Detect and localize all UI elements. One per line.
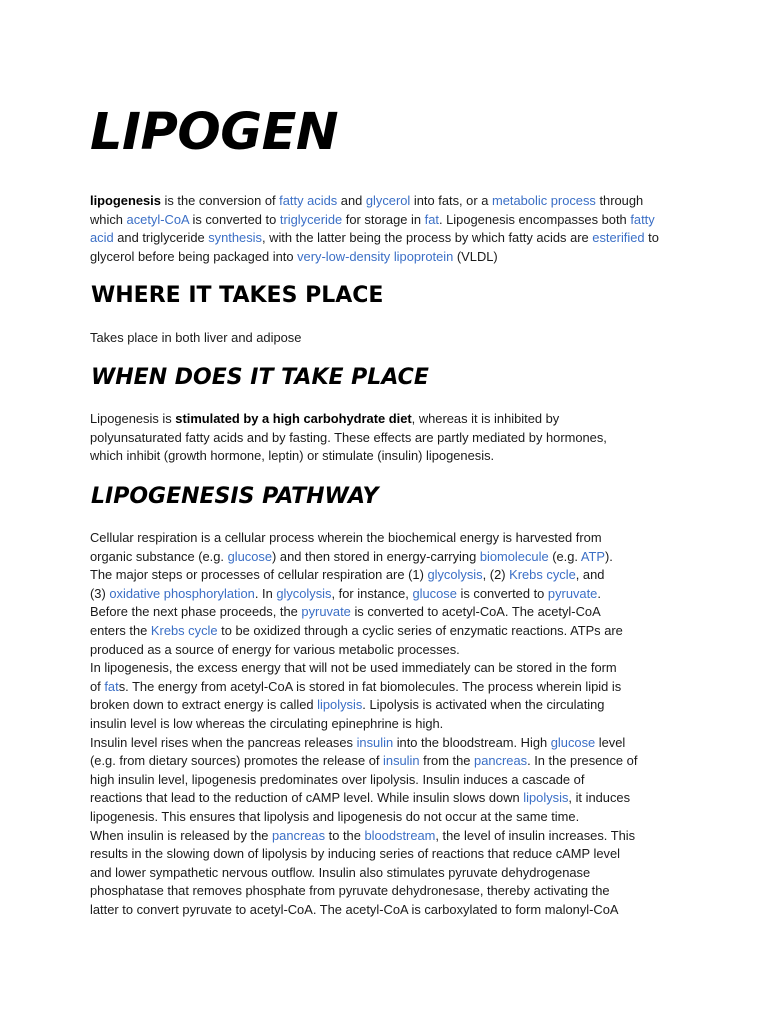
text-line	[90, 808, 680, 827]
text-run: . Lipolysis is activated when the circulating	[362, 697, 605, 713]
inline-link[interactable]: insulin	[356, 734, 394, 750]
text-line	[90, 901, 680, 920]
inline-link[interactable]: pyruvate	[547, 585, 598, 601]
page-title: LIPOGEN	[90, 103, 339, 162]
inline-link[interactable]: pyruvate	[301, 604, 351, 620]
inline-link[interactable]: glucose	[550, 734, 596, 750]
inline-link[interactable]: esterified	[592, 230, 645, 246]
text-line	[90, 622, 680, 641]
inline-link[interactable]: Krebs cycle	[150, 622, 218, 638]
text-run: s. The energy from acetyl-CoA is stored in fat biomolecules. The process wherein lipid is	[118, 678, 622, 694]
inline-link[interactable]: oxidative phosphorylation	[109, 585, 255, 601]
text-run: lipogenesis. This ensures that lipolysis and lipogenesis do not occur at the same time.	[90, 808, 580, 824]
text-line	[90, 864, 680, 883]
text-run: .	[597, 585, 601, 601]
text-line	[90, 845, 680, 864]
text-run: to the	[325, 827, 365, 843]
where-paragraph	[90, 329, 680, 348]
text-run: latter to convert pyruvate to acetyl-CoA. The acetyl-CoA is carboxylated to form malonyl-CoA	[90, 901, 619, 917]
inline-link[interactable]: acetyl-CoA	[126, 211, 189, 227]
text-run: is the conversion of	[160, 193, 280, 208]
text-run: , with the latter being the process by which fatty acids are	[261, 230, 593, 246]
inline-link[interactable]: pancreas	[272, 827, 326, 843]
text-run: . Lipogenesis encompasses both	[438, 211, 631, 227]
text-line	[90, 410, 680, 429]
text-run: organic substance (e.g.	[90, 548, 228, 564]
inline-link[interactable]: lipolysis	[317, 697, 363, 713]
text-run: is converted to	[188, 211, 280, 227]
text-run: into the bloodstream. High	[393, 734, 551, 750]
text-line	[90, 715, 680, 734]
text-run: (3)	[90, 585, 110, 601]
text-run: polyunsaturated fatty acids and by fasting. These effects are partly mediated by hormones,	[90, 429, 607, 445]
text-run: produced as a source of energy for various metabolic processes.	[90, 641, 460, 657]
text-run: which	[90, 211, 127, 227]
text-run: broken down to extract energy is called	[90, 697, 318, 713]
text-run: (e.g. from dietary sources) promotes the release of	[90, 753, 384, 769]
text-line	[90, 566, 680, 585]
pathway-paragraph	[90, 529, 680, 919]
text-line	[90, 659, 680, 678]
text-run: , it induces	[568, 790, 631, 806]
inline-link[interactable]: glycerol	[365, 193, 411, 208]
heading-where: WHERE IT TAKES PLACE	[91, 283, 384, 308]
inline-link[interactable]: triglyceride	[279, 211, 343, 227]
text-run: . In	[254, 585, 277, 601]
inline-link[interactable]: fatty	[630, 211, 655, 227]
text-run: In lipogenesis, the excess energy that will not be used immediately can be stored in the form	[90, 660, 617, 676]
text-run: , and	[575, 567, 605, 583]
text-run: When insulin is released by the	[90, 827, 272, 843]
bold-text: lipogenesis	[90, 193, 161, 208]
inline-link[interactable]: biomolecule	[479, 548, 549, 564]
text-line	[90, 229, 680, 248]
text-line	[90, 696, 680, 715]
text-line	[90, 827, 680, 846]
text-run: phosphatase that removes phosphate from pyruvate dehydronesase, thereby activating the	[90, 883, 610, 899]
heading-when: WHEN DOES IT TAKE PLACE	[91, 365, 429, 390]
text-run: through	[595, 193, 644, 208]
text-run: (e.g.	[548, 548, 581, 564]
text-run: of	[90, 678, 105, 694]
inline-link[interactable]: fatty acids	[279, 193, 338, 208]
text-run: glycerol before being packaged into	[90, 248, 298, 264]
inline-link[interactable]: pancreas	[474, 753, 528, 769]
text-line	[90, 641, 680, 660]
text-line	[90, 429, 680, 448]
text-run: , the level of insulin increases. This	[435, 827, 636, 843]
text-line	[90, 771, 680, 790]
text-run: to be oxidized through a cyclic series of enzymatic reactions. ATPs are	[217, 622, 623, 638]
text-run: from the	[419, 753, 475, 769]
text-run: results in the slowing down of lipolysis by inducing series of reactions that reduce cAMP level	[90, 846, 620, 862]
text-run: into fats, or a	[410, 193, 492, 208]
text-line	[90, 211, 680, 230]
text-run: high insulin level, lipogenesis predominates over lipolysis. Insulin induces a cascade of	[90, 771, 585, 787]
inline-link[interactable]: ATP	[580, 548, 605, 564]
inline-link[interactable]: acid	[90, 230, 114, 246]
inline-link[interactable]: bloodstream	[364, 827, 436, 843]
text-line	[90, 789, 680, 808]
text-run: Before the next phase proceeds, the	[90, 604, 302, 620]
text-run: enters the	[90, 622, 151, 638]
text-run: reactions that lead to the reduction of cAMP level. While insulin slows down	[90, 790, 524, 806]
inline-link[interactable]: fat	[424, 211, 439, 227]
text-run: , (2)	[482, 567, 510, 583]
text-line	[90, 585, 680, 604]
text-run: Takes place in both liver and adipose	[90, 330, 302, 345]
inline-link[interactable]: metabolic process	[491, 193, 596, 208]
text-line	[90, 882, 680, 901]
text-run: is converted to	[456, 585, 548, 601]
text-run: ).	[605, 548, 613, 564]
heading-pathway: LIPOGENESIS PATHWAY	[91, 484, 379, 509]
inline-link[interactable]: very-low-density lipoprotein	[297, 248, 454, 264]
text-line	[90, 752, 680, 771]
inline-link[interactable]: synthesis	[208, 230, 262, 246]
text-line	[90, 248, 680, 267]
when-paragraph	[90, 410, 680, 466]
text-run: and lower sympathetic nervous outflow. Insulin also stimulates pyruvate dehydrogenase	[90, 864, 591, 880]
text-run: , for instance,	[331, 585, 413, 601]
text-run: Lipogenesis is	[90, 411, 176, 426]
intro-paragraph	[90, 192, 680, 266]
text-run: Insulin level rises when the pancreas releases	[90, 734, 357, 750]
text-line	[90, 548, 680, 567]
text-line	[90, 603, 680, 622]
inline-link[interactable]: glycolysis	[427, 567, 483, 583]
text-line	[90, 329, 680, 348]
text-line	[90, 192, 680, 211]
text-line	[90, 678, 680, 697]
text-run: . In the presence of	[527, 753, 638, 769]
text-run: , whereas it is inhibited by	[411, 411, 560, 426]
text-line	[90, 529, 680, 548]
inline-link[interactable]: fat	[104, 678, 119, 694]
text-line	[90, 447, 680, 466]
inline-link[interactable]: glycolysis	[276, 585, 332, 601]
text-run: and triglyceride	[113, 230, 209, 246]
bold-text: stimulated by a high carbohydrate diet	[175, 411, 412, 426]
text-run: is converted to acetyl-CoA. The acetyl-CoA	[350, 604, 601, 620]
inline-link[interactable]: insulin	[383, 753, 420, 769]
text-run: Cellular respiration is a cellular process wherein the biochemical energy is harvested from	[90, 530, 602, 545]
inline-link[interactable]: glucose	[412, 585, 457, 601]
text-run: (VLDL)	[453, 248, 498, 264]
inline-link[interactable]: Krebs cycle	[509, 567, 576, 583]
text-line	[90, 734, 680, 753]
text-run: and	[337, 193, 366, 208]
text-run: which inhibit (growth hormone, leptin) or stimulate (insulin) lipogenesis.	[90, 448, 495, 464]
text-run: ) and then stored in energy-carrying	[272, 548, 480, 564]
inline-link[interactable]: lipolysis	[523, 790, 569, 806]
text-run: insulin level is low whereas the circulating epinephrine is high.	[90, 715, 444, 731]
text-run: for storage in	[342, 211, 425, 227]
text-run: to	[644, 230, 659, 246]
text-run: The major steps or processes of cellular respiration are (1)	[90, 567, 428, 583]
inline-link[interactable]: glucose	[227, 548, 273, 564]
text-run: level	[595, 734, 626, 750]
